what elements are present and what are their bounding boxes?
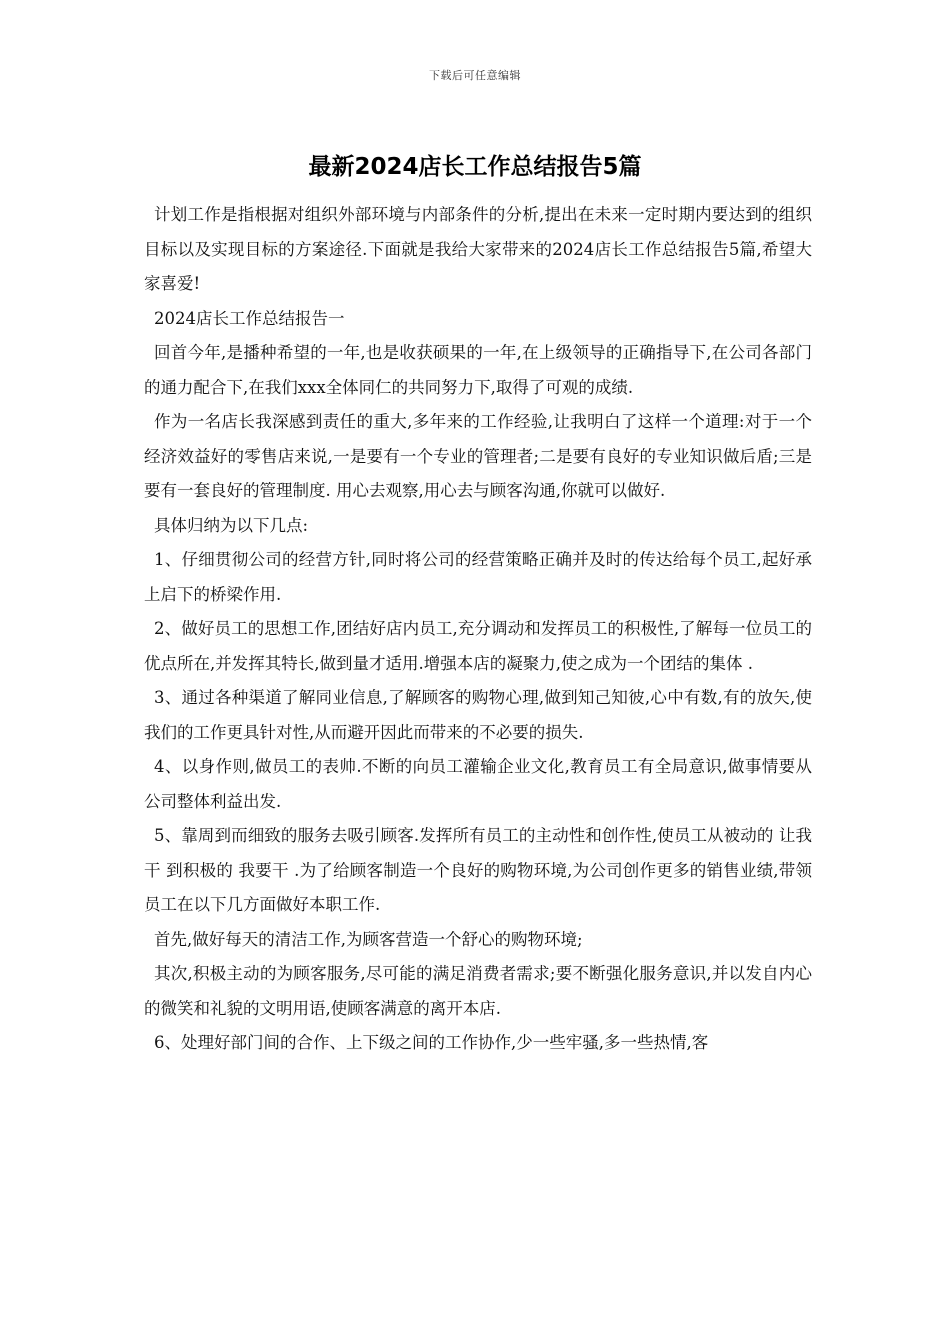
list-item: 5、靠周到而细致的服务去吸引顾客.发挥所有员工的主动性和创作性,使员工从被动的 让我干 到积极的 我要干 .为了给顾客制造一个良好的购物环境,为公司创作更多的销售业绩,带领员工在以下几方面做好本职工作. <box>144 826 812 914</box>
body-paragraph: 具体归纳为以下几点: <box>154 515 309 535</box>
body-paragraph: 回首今年,是播种希望的一年,也是收获硕果的一年,在上级领导的正确指导下,在公司各部门的通力配合下,在我们xxx全体同仁的共同努力下,取得了可观的成绩. <box>144 343 812 397</box>
header-note: 下载后可任意编辑 <box>429 69 521 82</box>
list-item: 6、处理好部门间的合作、上下级之间的工作协作,少一些牢骚,多一些热情,客 <box>154 1033 709 1052</box>
list-item: 2、做好员工的思想工作,团结好店内员工,充分调动和发挥员工的积极性,了解每一位员工的优点所在,并发挥其特长,做到量才适用.增强本店的凝聚力,使之成为一个团结的集体 . <box>144 619 812 673</box>
intro-paragraph: 计划工作是指根据对组织外部环境与内部条件的分析,提出在未来一定时期内要达到的组织目标以及实现目标的方案途径.下面就是我给大家带来的2024店长工作总结报告5篇,希望大家喜爱! <box>144 205 812 293</box>
section-heading: 2024店长工作总结报告一 <box>154 308 345 328</box>
body-paragraph: 首先,做好每天的清洁工作,为顾客营造一个舒心的购物环境; <box>154 929 583 949</box>
list-item: 4、以身作则,做员工的表帅.不断的向员工灌输企业文化,教育员工有全局意识,做事情要从公司整体利益出发. <box>144 757 812 811</box>
body-paragraph: 其次,积极主动的为顾客服务,尽可能的满足消费者需求;要不断强化服务意识,并以发自内心的微笑和礼貌的文明用语,使顾客满意的离开本店. <box>144 964 812 1018</box>
document-title: 最新2024店长工作总结报告5篇 <box>308 154 642 180</box>
list-item: 3、通过各种渠道了解同业信息,了解顾客的购物心理,做到知己知彼,心中有数,有的放矢,使我们的工作更具针对性,从而避开因此而带来的不必要的损失. <box>144 688 812 742</box>
document-body <box>144 198 812 1061</box>
body-paragraph: 作为一名店长我深感到责任的重大,多年来的工作经验,让我明白了这样一个道理:对于一个经济效益好的零售店来说,一是要有一个专业的管理者;二是要有良好的专业知识做后盾;三是要有一套良好的管理制度. 用心去观察,用心去与顾客沟通,你就可以做好. <box>144 412 812 500</box>
list-item: 1、仔细贯彻公司的经营方针,同时将公司的经营策略正确并及时的传达给每个员工,起好承上启下的桥梁作用. <box>144 550 812 604</box>
